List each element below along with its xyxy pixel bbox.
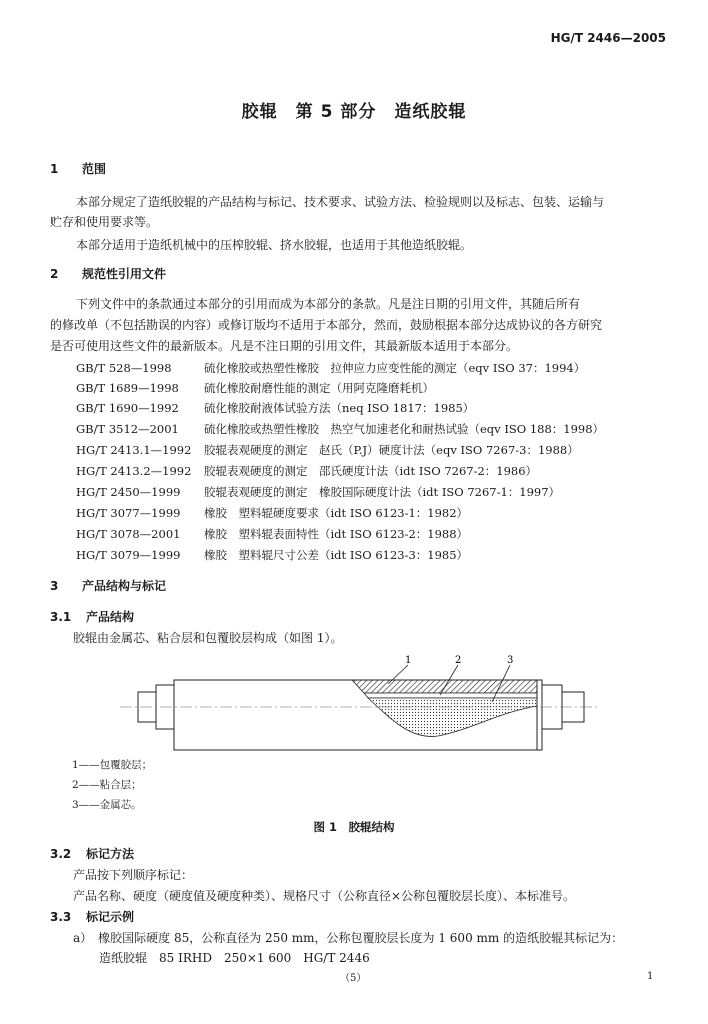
reference-code: HG/T 3079—1999 [76, 548, 181, 562]
subsection-title: 产品结构 [86, 610, 135, 624]
reference-title: 硫化橡胶或热塑性橡胶 拉伸应力应变性能的测定（eqv ISO 37：1994） [204, 361, 586, 375]
figure-legend-item: 2——粘合层； [72, 779, 142, 791]
paragraph-line: 产品按下列顺序标记： [73, 868, 194, 882]
reference-title: 橡胶 塑料辊表面特性（idt ISO 6123-2：1988） [204, 527, 469, 541]
page-title: 胶辊 第 5 部分 造纸胶辊 [241, 102, 467, 122]
subsection-number: 3.1 [50, 610, 72, 624]
callout-2: 2 [455, 655, 462, 666]
subsection-title: 标记方法 [86, 847, 135, 861]
reference-title: 橡胶 塑料辊硬度要求（idt ISO 6123-1：1982） [204, 506, 469, 520]
reference-code: HG/T 3077—1999 [76, 506, 181, 520]
callout-3: 3 [507, 655, 514, 666]
list-item-text: 橡胶国际硬度 85，公称直径为 250 mm，公称包覆胶层长度为 1 600 mm 的造纸胶辊其标记为： [98, 931, 624, 945]
section-title: 产品结构与标记 [82, 579, 167, 593]
reference-title: 硫化橡胶或热塑性橡胶 热空气加速老化和耐热试验（eqv ISO 188：1998） [204, 422, 605, 436]
paragraph-line: 胶辊由金属芯、粘合层和包覆胶层构成（如图 1）。 [73, 631, 343, 645]
reference-code: GB/T 3512—2001 [76, 422, 179, 436]
reference-title: 硫化橡胶耐液体试验方法（neq ISO 1817：1985） [204, 401, 475, 415]
reference-title: 胶辊表观硬度的测定 赵氏（P.J）硬度计法（eqv ISO 7267-3：1988） [204, 443, 579, 457]
paragraph-line: 下列文件中的条款通过本部分的引用而成为本部分的条款。凡是注日期的引用文件，其随后所有 [76, 297, 581, 311]
paragraph-line: 贮存和使用要求等。 [50, 215, 159, 229]
reference-title: 橡胶 塑料辊尺寸公差（idt ISO 6123-3：1985） [204, 548, 469, 562]
reference-code: HG/T 2450—1999 [76, 485, 181, 499]
rubber-cover-layer [352, 680, 537, 693]
figure-caption: 图 1 胶辊结构 [313, 820, 395, 834]
bonding-layer [364, 693, 537, 698]
reference-title: 硫化橡胶耐磨性能的测定（用阿克隆磨耗机） [204, 381, 434, 395]
paragraph-line: 的修改单（不包括勘误的内容）或修订版均不适用于本部分，然而，鼓励根据本部分达成协议的各方研究 [50, 318, 603, 332]
reference-code: GB/T 528—1998 [76, 361, 172, 375]
reference-code: GB/T 1689—1998 [76, 381, 179, 395]
reference-code: HG/T 3078—2001 [76, 527, 181, 541]
subsection-number: 3.2 [50, 847, 72, 861]
subsection-title: 标记示例 [86, 910, 135, 924]
reference-code: HG/T 2413.2—1992 [76, 464, 192, 478]
list-item [73, 929, 623, 946]
section-number: 3 [50, 579, 59, 593]
paragraph-line: 本部分适用于造纸机械中的压榨胶辊、挤水胶辊，也适用于其他造纸胶辊。 [76, 238, 473, 252]
paragraph-line: 本部分规定了造纸胶辊的产品结构与标记、技术要求、试验方法、检验规则以及标志、包装、运输与 [76, 195, 605, 209]
callout-1: 1 [405, 655, 412, 666]
section-number: 1 [50, 162, 59, 176]
figure-legend-item: 1——包覆胶层； [72, 759, 153, 771]
section-number: 2 [50, 267, 59, 281]
list-item-label: a） [73, 931, 93, 945]
paragraph-line: 产品名称、硬度（硬度值及硬度种类）、规格尺寸（公称直径×公称包覆胶层长度）、本标准号。 [73, 889, 576, 903]
subsection-3-2-heading [50, 845, 134, 862]
page-number-right: 1 [647, 971, 654, 982]
marking-example: 造纸胶辊 85 IRHD 250×1 600 HG/T 2446 [99, 951, 370, 965]
section-title: 规范性引用文件 [82, 267, 167, 281]
reference-code: HG/T 2413.1—1992 [76, 443, 192, 457]
reference-title: 胶辊表观硬度的测定 邵氏硬度计法（idt ISO 7267-2：1986） [204, 464, 538, 478]
subsection-3-3-heading [50, 908, 134, 925]
subsection-number: 3.3 [50, 910, 72, 924]
page-number-center: （5） [340, 973, 367, 984]
reference-code: GB/T 1690—1992 [76, 401, 179, 415]
section-title: 范围 [82, 162, 107, 176]
figure-legend-item: 3——金属芯。 [72, 799, 142, 811]
standard-code: HG/T 2446—2005 [550, 31, 666, 45]
reference-title: 胶辊表观硬度的测定 橡胶国际硬度计法（idt ISO 7267-1：1997） [204, 485, 561, 499]
paragraph-line: 是否可使用这些文件的最新版本。凡是不注日期的引用文件，其最新版本适用于本部分。 [50, 339, 519, 353]
